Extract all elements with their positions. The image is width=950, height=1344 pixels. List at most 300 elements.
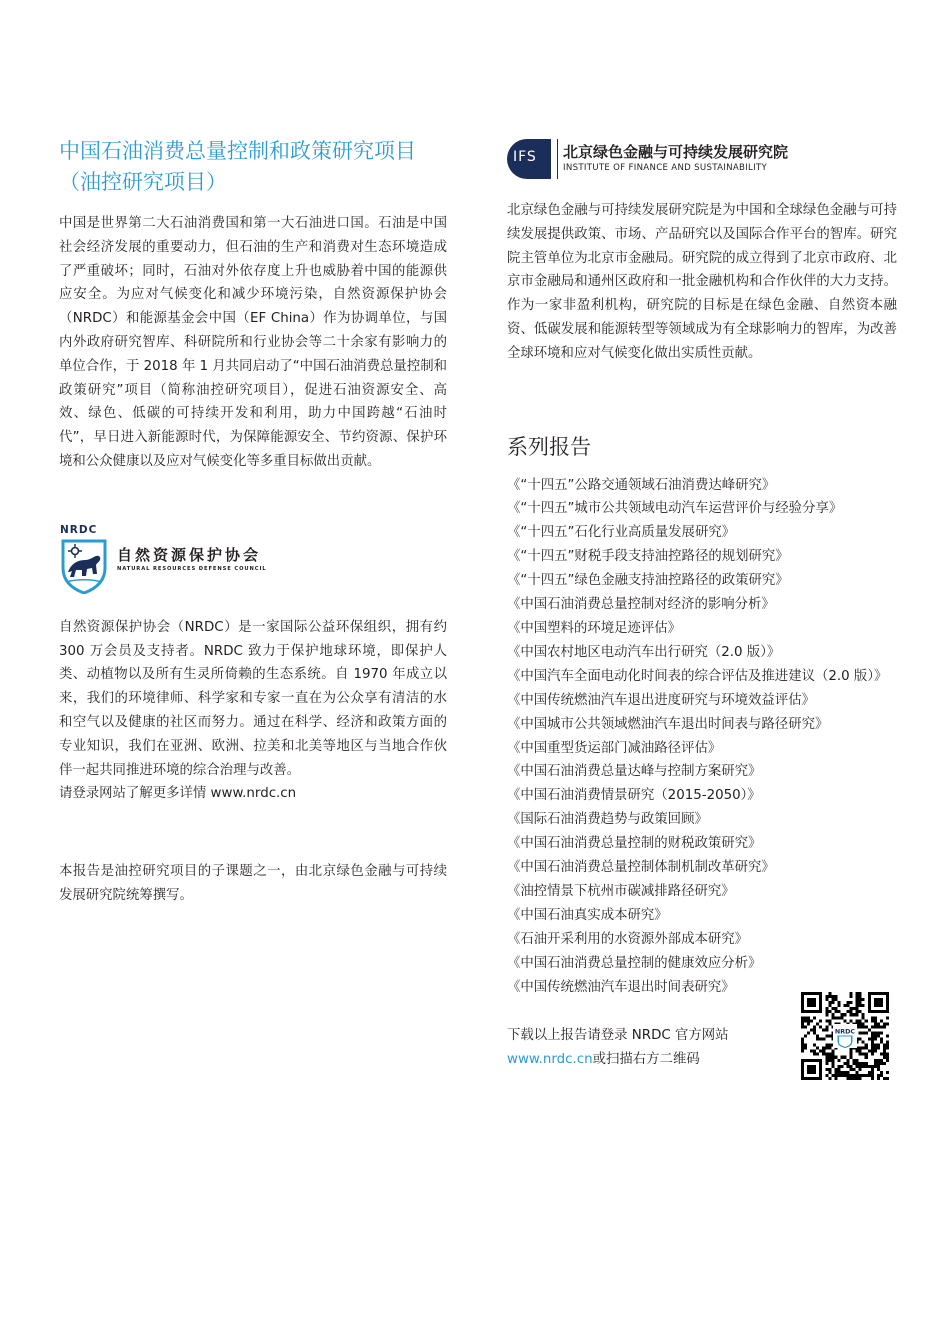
qr-module xyxy=(828,1010,831,1013)
qr-module xyxy=(822,1028,825,1031)
qr-module xyxy=(880,1038,883,1041)
qr-module xyxy=(859,998,862,1001)
qr-module xyxy=(874,1022,877,1025)
qr-module xyxy=(877,1074,880,1077)
qr-module xyxy=(828,1071,831,1074)
qr-module xyxy=(856,1013,859,1016)
qr-module xyxy=(850,1068,853,1071)
qr-module xyxy=(847,1077,850,1080)
qr-module xyxy=(834,1074,837,1077)
qr-module xyxy=(801,1019,804,1022)
qr-module xyxy=(856,1004,859,1007)
qr-module xyxy=(847,1004,850,1007)
nrdc-website-line: 请登录网站了解更多详情 www.nrdc.cn xyxy=(59,786,297,802)
qr-module xyxy=(877,1065,880,1068)
series-item: 《国际石油消费趋势与政策回顾》 xyxy=(507,812,708,828)
qr-module xyxy=(843,1071,846,1074)
qr-module xyxy=(883,1056,886,1059)
qr-module xyxy=(801,992,804,1013)
qr-module xyxy=(831,1065,834,1068)
series-list xyxy=(507,474,897,1000)
qr-module xyxy=(810,1028,813,1031)
qr-module xyxy=(877,1059,880,1062)
qr-module xyxy=(801,1077,822,1080)
qr-module xyxy=(862,1047,865,1050)
series-item: 《“十四五”绿色金融支持油控路径的政策研究》 xyxy=(507,573,789,589)
qr-module xyxy=(831,1007,834,1010)
qr-module xyxy=(871,1053,874,1056)
qr-module xyxy=(874,1059,877,1062)
qr-module xyxy=(877,1077,880,1080)
qr-module xyxy=(883,1025,886,1028)
qr-module xyxy=(859,1077,862,1080)
qr-module xyxy=(874,1065,877,1068)
qr-module xyxy=(850,1013,853,1016)
qr-module xyxy=(871,1077,874,1080)
qr-module xyxy=(819,992,822,1013)
qr-module xyxy=(868,992,871,1013)
qr-module xyxy=(819,1059,822,1080)
report-note: 本报告是油控研究项目的子课题之一，由北京绿色金融与可持续发展研究院统筹撰写。 xyxy=(59,864,447,904)
qr-module xyxy=(828,1053,831,1056)
nrdc-intro: 自然资源保护协会（NRDC）是一家国际公益环保组织，拥有约 300 万会员及支持者。NRDC 致力于保护地球环境，即保护人类、动植物以及所有生灵所倚赖的生态系统。自 1970 年成立以来，我们的环境律师、科学家和专家一直在为公众享有清洁的水和空气以及健康的社区而努力。通过在科学、经济和政策方面的专业知识，我们在亚洲、欧洲、拉美和北美等地区与当地合作伙伴一起共同推进环境的综合治理与改善。 xyxy=(59,619,447,778)
qr-module xyxy=(883,1044,886,1047)
qr-module xyxy=(840,1056,843,1059)
ifs-intro: 北京绿色金融与可持续发展研究院是为中国和全球绿色金融与可持续发展提供政策、市场、产品研究以及国际合作平台的智库。研究院主管单位为北京市金融局。研究院的成立得到了北京市政府、北京市金融局和通州区政府和一批金融机构和合作伙伴的大力支持。作为一家非盈利机构，研究院的目标是在绿色金融、自然资本融资、低碳发展和能源转型等领域成为有全球影响力的智库，为改善全球环境和应对气候变化做出实质性贡献。 xyxy=(507,203,897,361)
nrdc-abbr: NRDC xyxy=(60,523,98,536)
qr-module xyxy=(825,1044,828,1047)
qr-module xyxy=(801,1022,804,1025)
series-item: 《中国石油真实成本研究》 xyxy=(507,907,668,923)
qr-module xyxy=(883,1077,886,1080)
qr-module xyxy=(825,1059,828,1062)
qr-module xyxy=(837,1016,840,1019)
series-item: 《中国塑料的环境足迹评估》 xyxy=(507,621,682,637)
qr-module xyxy=(801,1059,822,1062)
qr-module xyxy=(874,1016,877,1019)
qr-module xyxy=(859,1010,862,1013)
series-item: 《“十四五”财税手段支持油控路径的规划研究》 xyxy=(507,549,789,565)
qr-module xyxy=(862,1074,865,1077)
qr-module xyxy=(828,1001,831,1004)
qr-module xyxy=(819,1025,822,1028)
series-item: 《“十四五”城市公共领域电动汽车运营评价与经验分享》 xyxy=(507,501,843,517)
qr-module xyxy=(801,1050,804,1053)
qr-module xyxy=(813,1025,816,1028)
qr-module xyxy=(804,1016,807,1019)
qr-module xyxy=(850,1053,853,1056)
qr-module xyxy=(825,1068,828,1071)
qr-module xyxy=(853,1074,856,1077)
qr-module xyxy=(859,1068,862,1071)
qr-module xyxy=(804,1044,807,1047)
qr-module xyxy=(831,1059,834,1062)
qr-module xyxy=(868,992,889,995)
qr-module xyxy=(807,1031,810,1034)
qr-module xyxy=(804,1019,807,1022)
qr-module xyxy=(859,1050,862,1053)
qr-module xyxy=(813,1050,816,1053)
qr-module xyxy=(850,1050,853,1053)
qr-module xyxy=(850,992,853,995)
qr-module xyxy=(843,1004,846,1007)
qr-module xyxy=(843,1074,846,1077)
qr-module xyxy=(828,1034,831,1037)
qr-module xyxy=(804,1034,807,1037)
qr-module xyxy=(828,1056,831,1059)
qr-module xyxy=(825,1013,828,1016)
qr-module xyxy=(877,1068,880,1071)
series-title: 系列报告 xyxy=(507,434,591,459)
series-item: 《中国石油消费总量控制体制机制改革研究》 xyxy=(507,860,775,876)
qr-module xyxy=(871,1068,874,1071)
qr-code[interactable] xyxy=(801,992,889,1080)
qr-module xyxy=(801,1044,804,1047)
qr-module xyxy=(825,1025,828,1028)
qr-module xyxy=(856,1071,859,1074)
nrdc-website-link[interactable]: www.nrdc.cn xyxy=(507,1051,593,1067)
project-title-line2: （油控研究项目） xyxy=(59,170,227,194)
qr-module xyxy=(801,1010,822,1013)
qr-module xyxy=(883,1047,886,1050)
qr-module xyxy=(874,1050,877,1053)
qr-module xyxy=(825,1010,828,1013)
qr-module xyxy=(804,1025,807,1028)
qr-module xyxy=(834,1010,837,1013)
qr-module xyxy=(856,1065,859,1068)
qr-module xyxy=(868,1071,871,1074)
qr-module xyxy=(834,1056,837,1059)
qr-module xyxy=(862,1065,865,1068)
qr-module xyxy=(859,1062,862,1065)
qr-module xyxy=(850,1019,853,1022)
qr-module xyxy=(831,1074,834,1077)
qr-module xyxy=(819,1038,822,1041)
series-item: 《“十四五”公路交通领域石油消费达峰研究》 xyxy=(507,477,776,493)
qr-module xyxy=(874,1031,877,1034)
qr-module xyxy=(825,1062,828,1065)
qr-module xyxy=(880,1059,883,1062)
qr-module xyxy=(856,998,859,1001)
qr-module xyxy=(871,1025,874,1028)
qr-module xyxy=(837,1059,840,1062)
qr-module xyxy=(880,1019,883,1022)
qr-module xyxy=(871,1044,874,1047)
qr-module xyxy=(859,1053,862,1056)
qr-module xyxy=(801,1016,804,1019)
qr-module xyxy=(886,1059,889,1062)
qr-module xyxy=(874,1034,877,1037)
qr-module xyxy=(868,1010,889,1013)
qr-module xyxy=(837,1068,840,1071)
qr-module xyxy=(801,1025,804,1028)
qr-module xyxy=(834,1071,837,1074)
qr-module xyxy=(828,1068,831,1071)
qr-module xyxy=(834,1068,837,1071)
polar-bear-shield-icon xyxy=(59,538,109,594)
qr-module xyxy=(865,1044,868,1047)
qr-module xyxy=(868,1065,871,1068)
qr-module xyxy=(840,1071,843,1074)
qr-module xyxy=(816,1053,819,1056)
qr-module xyxy=(871,1019,874,1022)
qr-module xyxy=(862,1062,865,1065)
qr-module xyxy=(886,1077,889,1080)
qr-module xyxy=(871,1074,874,1077)
qr-module xyxy=(853,1068,856,1071)
qr-module xyxy=(883,1062,886,1065)
qr-module xyxy=(883,1053,886,1056)
qr-module xyxy=(807,1019,810,1022)
qr-module xyxy=(825,998,828,1001)
qr-module xyxy=(856,1001,859,1004)
nrdc-name-cn: 自然资源保护协会 xyxy=(117,545,262,564)
series-item: 《中国石油消费总量控制的财税政策研究》 xyxy=(507,836,762,852)
qr-module xyxy=(801,1041,804,1044)
qr-module xyxy=(877,1031,880,1034)
qr-module xyxy=(880,1071,883,1074)
qr-module xyxy=(874,998,883,1007)
qr-module xyxy=(856,995,859,998)
qr-module xyxy=(856,1010,859,1013)
series-item: 《中国城市公共领域燃油汽车退出时间表与路径研究》 xyxy=(507,716,829,732)
qr-module xyxy=(862,1031,865,1034)
qr-module xyxy=(865,1031,868,1034)
qr-module xyxy=(825,1047,828,1050)
qr-module xyxy=(825,1028,828,1031)
qr-module xyxy=(859,995,862,998)
qr-module xyxy=(807,1065,816,1074)
ifs-logo xyxy=(507,136,897,182)
qr-module xyxy=(804,1047,807,1050)
qr-module xyxy=(859,1004,862,1007)
qr-module xyxy=(828,1019,831,1022)
qr-module xyxy=(856,1019,859,1022)
qr-module xyxy=(871,1047,874,1050)
qr-module xyxy=(828,1004,831,1007)
qr-module xyxy=(874,1025,877,1028)
qr-module xyxy=(874,1038,877,1041)
qr-module xyxy=(850,1007,853,1010)
qr-module xyxy=(825,1034,828,1037)
project-title xyxy=(59,136,447,198)
series-item: 《中国石油消费总量达峰与控制方案研究》 xyxy=(507,764,762,780)
qr-module xyxy=(837,1071,840,1074)
project-intro: 中国是世界第二大石油消费国和第一大石油进口国。石油是中国社会经济发展的重要动力，但石油的生产和消费对生态环境造成了严重破坏；同时，石油对外依存度上升也威胁着中国的能源供应安全。为应对气候变化和减少环境污染，自然资源保护协会（NRDC）和能源基金会中国（EF China）作为协调单位，与国内外政府研究智库、科研院所和行业协会等二十余家有影响力的单位合作，于 2018 年 1 月共同启动了“中国石油消费总量控制和政策研究”项目（简称油控研究项目），促进石油资源安全、高效、绿色、低碳的可持续开发和利用，助力中国跨越“石油时代”，早日进入新能源时代，为保障能源安全、节约资源、保护环境和公众健康以及应对气候变化等多重目标做出贡献。 xyxy=(59,216,447,469)
qr-module xyxy=(862,1053,865,1056)
qr-module xyxy=(847,1062,850,1065)
qr-module xyxy=(831,1053,834,1056)
series-item: 《中国农村地区电动汽车出行研究（2.0 版）》 xyxy=(507,644,781,660)
qr-module xyxy=(880,1062,883,1065)
qr-module xyxy=(837,1074,840,1077)
qr-module xyxy=(837,1010,840,1013)
qr-module xyxy=(801,1047,804,1050)
qr-module xyxy=(831,1016,834,1019)
qr-module xyxy=(859,1001,862,1004)
qr-module xyxy=(868,1074,871,1077)
qr-module xyxy=(886,1041,889,1044)
qr-module xyxy=(871,1031,874,1034)
qr-module xyxy=(825,1019,828,1022)
qr-module xyxy=(865,1074,868,1077)
qr-module xyxy=(862,1016,865,1019)
qr-module xyxy=(859,1074,862,1077)
qr-module xyxy=(874,1047,877,1050)
qr-module xyxy=(807,998,816,1007)
series-item: 《中国传统燃油汽车退出进度研究与环境效益评估》 xyxy=(507,692,815,708)
qr-module xyxy=(871,1065,874,1068)
qr-module xyxy=(871,1041,874,1044)
qr-module xyxy=(847,1010,850,1013)
qr-module xyxy=(877,1022,880,1025)
qr-module xyxy=(847,1071,850,1074)
qr-module xyxy=(850,995,853,998)
qr-module xyxy=(883,1050,886,1053)
qr-module xyxy=(877,1047,880,1050)
qr-module xyxy=(828,1047,831,1050)
nrdc-logo xyxy=(59,524,447,596)
qr-module xyxy=(871,1071,874,1074)
qr-module xyxy=(850,1065,853,1068)
qr-module xyxy=(843,1019,846,1022)
ifs-name-cn: 北京绿色金融与可持续发展研究院 xyxy=(563,143,789,161)
qr-module xyxy=(801,1059,804,1080)
qr-module xyxy=(840,1013,843,1016)
qr-module xyxy=(831,1013,834,1016)
qr-module xyxy=(816,1047,819,1050)
qr-module xyxy=(886,1044,889,1047)
left-column xyxy=(59,136,447,908)
qr-module xyxy=(819,1019,822,1022)
qr-module xyxy=(862,1025,865,1028)
series-item: 《油控情景下杭州市碳减排路径研究》 xyxy=(507,883,735,899)
qr-module xyxy=(859,1065,862,1068)
qr-module xyxy=(843,1062,846,1065)
qr-module xyxy=(825,995,828,998)
qr-module xyxy=(828,1022,831,1025)
qr-module xyxy=(880,1053,883,1056)
qr-module xyxy=(859,992,862,995)
ifs-abbr: IFS xyxy=(513,149,537,165)
qr-module xyxy=(853,1059,856,1062)
qr-module xyxy=(831,1056,834,1059)
qr-module xyxy=(825,1053,828,1056)
qr-module xyxy=(886,1022,889,1025)
qr-module xyxy=(810,1019,813,1022)
qr-module xyxy=(825,1007,828,1010)
qr-module xyxy=(862,1013,865,1016)
qr-module xyxy=(886,1034,889,1037)
qr-module xyxy=(840,1074,843,1077)
qr-module xyxy=(825,1056,828,1059)
qr-module xyxy=(859,1038,862,1041)
qr-module xyxy=(862,1022,865,1025)
qr-module xyxy=(865,1025,868,1028)
qr-module xyxy=(850,1074,853,1077)
qr-module xyxy=(828,1059,831,1062)
qr-module xyxy=(822,1053,825,1056)
qr-module xyxy=(856,1007,859,1010)
qr-module xyxy=(886,1047,889,1050)
qr-module xyxy=(822,1047,825,1050)
qr-module xyxy=(834,998,837,1001)
qr-module xyxy=(853,1007,856,1010)
qr-module xyxy=(813,1016,816,1019)
qr-module xyxy=(828,992,831,995)
right-column xyxy=(507,136,897,1072)
qr-module xyxy=(840,1065,843,1068)
qr-module xyxy=(850,1001,853,1004)
series-item: 《中国重型货运部门减油路径评估》 xyxy=(507,740,722,756)
qr-module xyxy=(880,1041,883,1044)
qr-module xyxy=(822,1038,825,1041)
qr-module xyxy=(886,992,889,1013)
qr-module xyxy=(862,1041,865,1044)
qr-module xyxy=(868,1038,871,1041)
qr-module xyxy=(831,1050,834,1053)
qr-module xyxy=(813,1028,816,1031)
qr-center-text: NRDC xyxy=(834,1027,856,1036)
qr-module xyxy=(871,1034,874,1037)
qr-module xyxy=(828,1044,831,1047)
ifs-name-en: INSTITUTE OF FINANCE AND SUSTAINABILITY xyxy=(563,163,768,173)
series-item: 《石油开采利用的水资源外部成本研究》 xyxy=(507,931,749,947)
nrdc-name-en: NATURAL RESOURCES DEFENSE COUNCIL xyxy=(117,565,267,572)
qr-module xyxy=(874,1062,877,1065)
qr-module xyxy=(886,1053,889,1056)
series-item: 《中国石油消费总量控制的健康效应分析》 xyxy=(507,955,762,971)
qr-module xyxy=(828,995,831,998)
qr-module xyxy=(819,1050,822,1053)
qr-module xyxy=(880,1074,883,1077)
qr-module xyxy=(859,1019,862,1022)
qr-module xyxy=(865,1047,868,1050)
series-item: 《中国石油消费总量控制对经济的影响分析》 xyxy=(507,597,775,613)
series-item: 《中国汽车全面电动化时间表的综合评估及推进建议（2.0 版）》 xyxy=(507,668,888,684)
qr-module xyxy=(874,1044,877,1047)
qr-module xyxy=(859,1031,862,1034)
qr-module xyxy=(853,1013,856,1016)
qr-module xyxy=(862,998,865,1001)
qr-module xyxy=(877,1025,880,1028)
qr-module xyxy=(865,1053,868,1056)
qr-module xyxy=(831,1001,834,1004)
qr-module xyxy=(868,1028,871,1031)
qr-module xyxy=(856,1074,859,1077)
qr-module xyxy=(831,1062,834,1065)
qr-module xyxy=(856,1077,859,1080)
qr-module xyxy=(816,1038,819,1041)
qr-module xyxy=(850,1077,853,1080)
qr-module xyxy=(831,995,834,998)
qr-module xyxy=(856,992,859,995)
series-item: 《中国传统燃油汽车退出时间表研究》 xyxy=(507,979,735,995)
qr-module xyxy=(834,1007,837,1010)
qr-module xyxy=(801,1038,804,1041)
qr-module xyxy=(883,1022,886,1025)
qr-module xyxy=(880,1031,883,1034)
qr-module xyxy=(856,1059,859,1062)
qr-module xyxy=(843,1056,846,1059)
qr-module xyxy=(886,1056,889,1059)
qr-module xyxy=(877,1044,880,1047)
qr-module xyxy=(831,998,834,1001)
qr-module xyxy=(847,1001,850,1004)
qr-module xyxy=(847,1059,850,1062)
qr-module xyxy=(822,1050,825,1053)
qr-module xyxy=(853,1077,856,1080)
